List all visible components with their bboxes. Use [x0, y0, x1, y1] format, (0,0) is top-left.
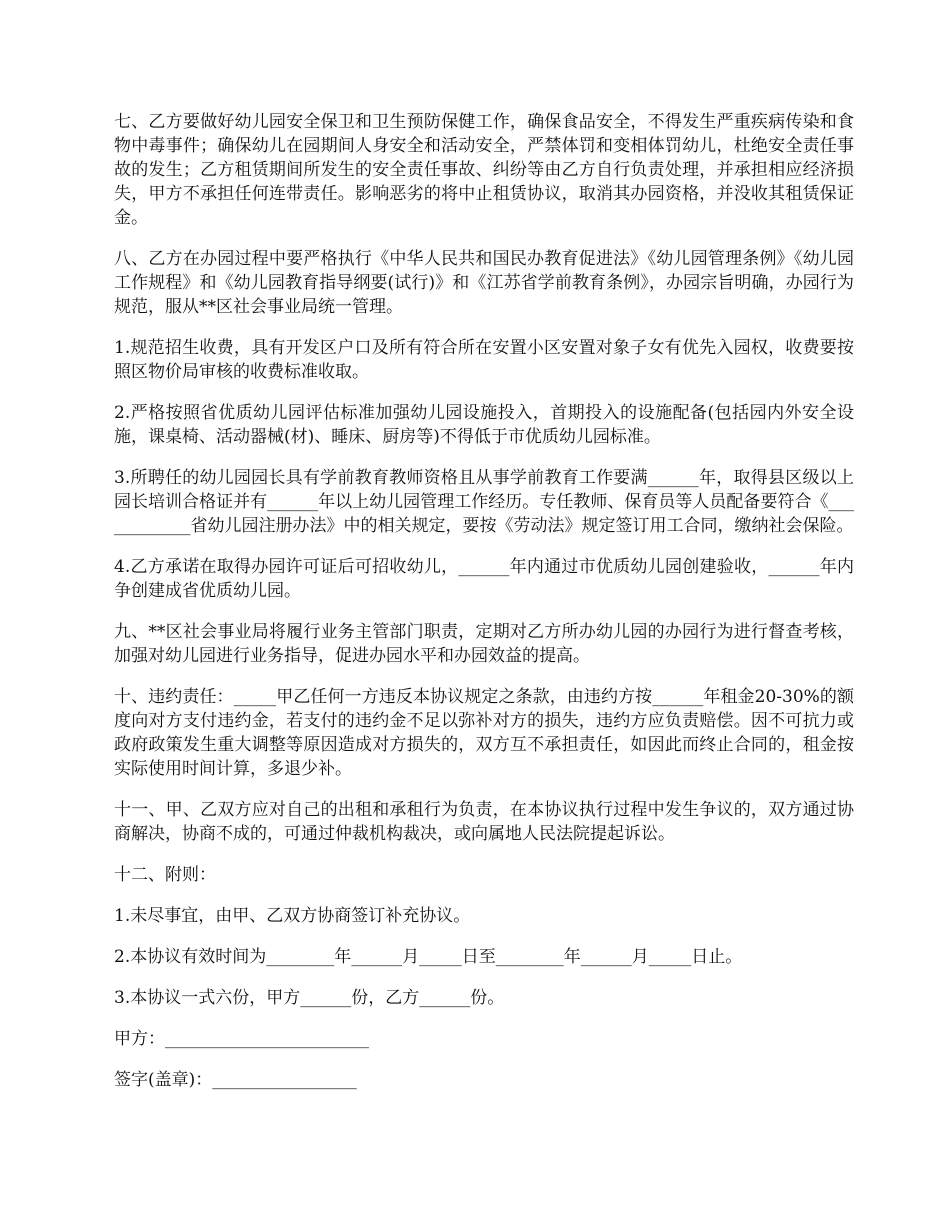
clause-10-paragraph: 十、违约责任：_____甲乙任何一方违反本协议规定之条款，由违约方按______年租金20-30%的额度向对方支付违约金，若支付的违约金不足以弥补对方的损失，违约方应负责赔偿。因不可抗力或政府政策发生重大调整等原因造成对方损失的，双方互不承担责任，如因此而终止合同的，租金按实际使用时间计算，多退少补。 — [114, 687, 854, 779]
document-body — [114, 110, 854, 1092]
clause-8-item-3: 3.所聘任的幼儿园园长具有学前教育教师资格且从事学前教育工作要满______年，取得县区级以上园长培训合格证并有______年以上幼儿园管理工作经历。专任教师、保育员等人员配备要符合《____________省幼儿园注册办法》中的相关规定，要按《劳动法》规定签订用工合同，缴纳社会保险。 — [114, 468, 854, 536]
clause-12-heading: 十二、附则： — [114, 865, 216, 885]
clause-11-paragraph: 十一、甲、乙双方应对自己的出租和承租行为负责，在本协议执行过程中发生争议的，双方通过协商解决，协商不成的，可通过仲裁机构裁决，或向属地人民法院提起诉讼。 — [114, 800, 854, 844]
clause-12-item-2: 2.本协议有效时间为________年______月_____日至________年______月_____日止。 — [114, 947, 743, 967]
clause-12-item-3: 3.本协议一式六份，甲方______份，乙方______份。 — [114, 988, 505, 1008]
signature-line: 签字(盖章)：_________________ — [114, 1070, 357, 1090]
clause-9-paragraph: 九、**区社会事业局将履行业务主管部门职责，定期对乙方所办幼儿园的办园行为进行督查考核，加强对幼儿园进行业务指导，促进办园水平和办园效益的提高。 — [114, 622, 854, 666]
clause-8-item-2: 2.严格按照省优质幼儿园评估标准加强幼儿园设施投入，首期投入的设施配备(包括园内外安全设施，课桌椅、活动器械(材)、睡床、厨房等)不得低于市优质幼儿园标准。 — [114, 403, 854, 447]
clause-7-paragraph: 七、乙方要做好幼儿园安全保卫和卫生预防保健工作，确保食品安全，不得发生严重疾病传染和食物中毒事件；确保幼儿在园期间人身安全和活动安全，严禁体罚和变相体罚幼儿，杜绝安全责任事故的发生；乙方租赁期间所发生的安全责任事故、纠纷等由乙方自行负责处理，并承担相应经济损失，甲方不承担任何连带责任。影响恶劣的将中止租赁协议，取消其办园资格，并没收其租赁保证金。 — [114, 112, 854, 228]
clause-8-paragraph: 八、乙方在办园过程中要严格执行《中华人民共和国民办教育促进法》《幼儿园管理条例》《幼儿园工作规程》和《幼儿园教育指导纲要(试行)》和《江苏省学前教育条例》，办园宗旨明确，办园行为规范，服从**区社会事业局统一管理。 — [114, 249, 854, 317]
clause-8-item-1: 1.规范招生收费，具有开发区户口及所有符合所在安置小区安置对象子女有优先入园权，收费要按照区物价局审核的收费标准收取。 — [114, 338, 854, 382]
party-a-line: 甲方：________________________ — [114, 1029, 369, 1049]
clause-12-item-1: 1.未尽事宜，由甲、乙双方协商签订补充协议。 — [114, 906, 471, 926]
clause-8-item-4: 4.乙方承诺在取得办园许可证后可招收幼儿，______年内通过市优质幼儿园创建验收，______年内争创建成省优质幼儿园。 — [114, 557, 854, 601]
